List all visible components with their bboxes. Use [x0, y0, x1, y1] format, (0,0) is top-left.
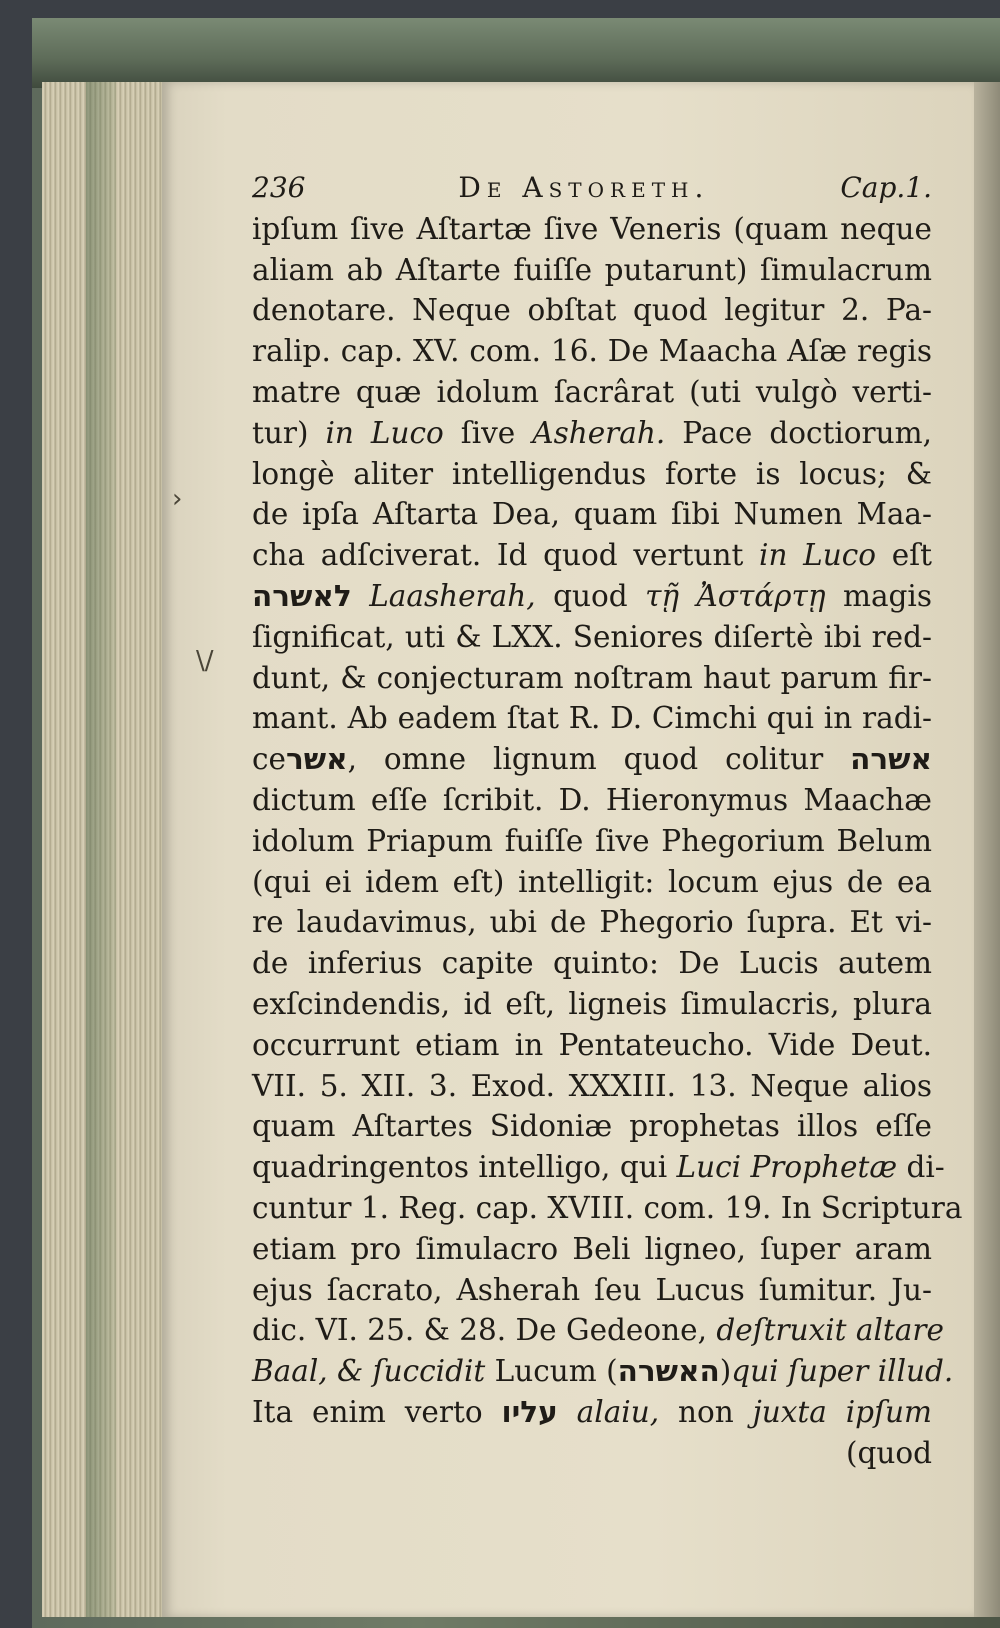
text-line: Baal, & ſuccidit Lucum (האשרה)qui ſuper illud. [252, 1354, 954, 1389]
text-line: dictum eſſe ſcribit. D. Hieronymus Maachæ [252, 782, 932, 817]
text-line: quam Aſtartes Sidoniæ prophetas illos eſſe [252, 1109, 932, 1144]
text-line: mant. Ab eadem ſtat R. D. Cimchi qui in radi- [252, 701, 932, 736]
text-line: cha adſciverat. Id quod vertunt in Luco eſt [252, 538, 932, 573]
text-line: לאשרה Laasherah, quod τῇ Ἀστάρτῃ magis [252, 578, 932, 613]
margin-mark: › [172, 484, 183, 514]
text-line: matre quæ idolum ſacrârat (uti vulgò verti- [252, 374, 932, 409]
text-line: de ipſa Aſtarta Dea, quam ſibi Numen Maa- [252, 497, 932, 532]
text-line: cuntur 1. Reg. cap. XVIII. com. 19. In Scriptura [252, 1190, 963, 1225]
text-line: Ita enim verto עליו alaiu, non juxta ipſum [252, 1394, 932, 1429]
text-line: dic. VI. 25. & 28. De Gedeone, deſtruxit altare [252, 1313, 944, 1348]
text-line: ralip. cap. XV. com. 16. De Maacha Aſæ regis [252, 334, 932, 369]
text-line: etiam pro ſimulacro Beli ligneo, ſuper aram [252, 1231, 932, 1266]
text-line: exſcindendis, id eſt, ligneis ſimulacris, plura [252, 986, 932, 1021]
text-line: re laudavimus, ubi de Phegorio ſupra. Et vi- [252, 905, 932, 940]
text-line: VII. 5. XII. 3. Exod. XXXIII. 13. Neque alios [252, 1068, 932, 1103]
text-line: de inferius capite quinto: De Lucis autem [252, 946, 932, 981]
chapter-label: Cap.1. [840, 171, 932, 204]
margin-mark: \/ [196, 646, 214, 676]
text-line: ipſum ſive Aſtartæ ſive Veneris (quam neque [252, 211, 932, 246]
text-line: ſignificat, uti & LXX. Seniores diſertè ibi red- [252, 619, 932, 654]
text-line: longè aliter intelligendus forte is locus; & [252, 456, 932, 491]
text-line: ceאשר, omne lignum quod colitur אשרה [252, 742, 932, 777]
book-cover-top [32, 18, 1000, 88]
hebrew-word: האשרה [617, 1354, 720, 1389]
text-line: denotare. Neque obſtat quod legitur 2. Pa- [252, 293, 932, 328]
page-edge-shadow [86, 82, 116, 1617]
facing-page-edge [974, 82, 1000, 1617]
text-line: (qui ei idem eſt) intelligit: locum ejus de ea [252, 864, 932, 899]
page-text [252, 168, 963, 1474]
hebrew-word: אשר [285, 742, 348, 777]
text-line: dunt, & conjecturam noſtram haut parum fir- [252, 660, 932, 695]
page-number: 236 [252, 171, 306, 204]
running-title: De Astoreth. [458, 171, 710, 204]
hebrew-word: אשרה [850, 742, 932, 777]
text-line: occurrunt etiam in Pentateucho. Vide Deut. [252, 1027, 932, 1062]
hebrew-word: לאשרה [252, 578, 352, 613]
text-line: quadringentos intelligo, qui Luci Prophetæ di- [252, 1150, 945, 1185]
catchword: (quod [845, 1435, 932, 1470]
running-header [252, 168, 932, 209]
hebrew-word: עליו [501, 1394, 558, 1429]
text-line: aliam ab Aſtarte fuiſſe putarunt) ſimulacrum [252, 252, 932, 287]
text-line: idolum Priapum fuiſſe ſive Phegorium Belum [252, 823, 932, 858]
greek-word: τῇ Ἀστάρτῃ [645, 578, 826, 613]
text-line: ejus ſacrato, Asherah ſeu Lucus ſumitur. Ju- [252, 1272, 932, 1307]
text-line: tur) in Luco ſive Asherah. Pace doctiorum, [252, 415, 932, 450]
